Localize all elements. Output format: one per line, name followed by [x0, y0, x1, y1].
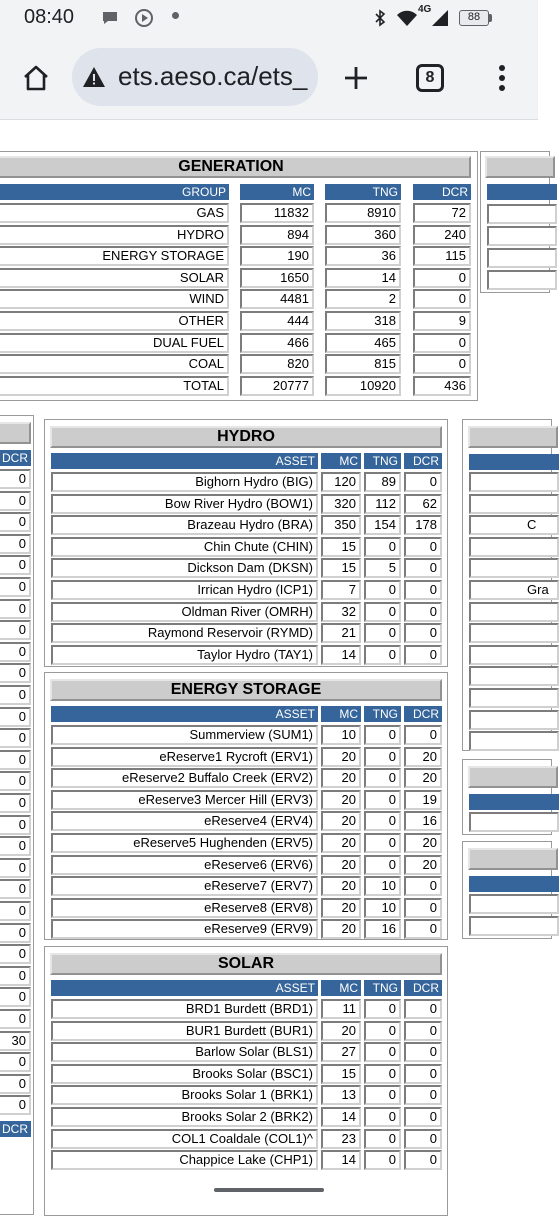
generation-value-cell: 10920: [325, 376, 401, 396]
hydro-value-cell: 32: [321, 602, 361, 622]
energy-storage-value-cell: 20: [321, 811, 361, 831]
hydro-value-cell: 120: [321, 472, 361, 492]
left-partial-footer-header: DCR: [0, 1121, 31, 1137]
right-partial-cell: [469, 710, 559, 730]
generation-asset-cell: TOTAL: [0, 376, 229, 396]
energy-storage-header-tng: TNG: [364, 706, 401, 722]
hydro-value-cell: 0: [364, 645, 401, 665]
energy-storage-value-cell: 0: [364, 855, 401, 875]
hydro-value-cell: 14: [321, 645, 361, 665]
right-partial-cell: [487, 248, 557, 268]
generation-value-cell: 2: [325, 289, 401, 309]
energy-storage-asset-cell: eReserve2 Buffalo Creek (ERV2): [51, 768, 318, 788]
solar-value-cell: 0: [404, 999, 442, 1019]
generation-value-cell: 1650: [240, 268, 314, 288]
notification-dot-icon: [172, 12, 179, 19]
hydro-asset-cell: Taylor Hydro (TAY1): [51, 645, 318, 665]
generation-value-cell: 0: [413, 354, 471, 374]
solar-value-cell: 0: [364, 1150, 401, 1170]
right-partial-header: [469, 794, 559, 810]
left-partial-cell: 0: [0, 771, 31, 791]
left-partial-cell: 0: [0, 728, 31, 748]
right-partial-cell: [469, 688, 559, 708]
right-partial-header: [469, 876, 559, 892]
hydro-value-cell: 154: [364, 515, 401, 535]
solar-asset-cell: COL1 Coaldale (COL1)^: [51, 1129, 318, 1149]
hydro-asset-cell: Brazeau Hydro (BRA): [51, 515, 318, 535]
status-time: 08:40: [24, 6, 75, 28]
battery-tip: [489, 14, 492, 22]
left-partial-header: DCR: [0, 450, 31, 466]
right-partial-cell: [487, 226, 557, 246]
hydro-asset-cell: Irrican Hydro (ICP1): [51, 580, 318, 600]
generation-value-cell: 444: [240, 311, 314, 331]
hydro-value-cell: 0: [404, 580, 442, 600]
generation-value-cell: 8910: [325, 203, 401, 223]
energy-storage-value-cell: 20: [321, 768, 361, 788]
right-partial-cell: [469, 894, 559, 914]
hydro-asset-cell: Chin Chute (CHIN): [51, 537, 318, 557]
hydro-header-dcr: DCR: [404, 453, 442, 469]
hydro-value-cell: 178: [404, 515, 442, 535]
energy-storage-asset-cell: eReserve9 (ERV9): [51, 919, 318, 939]
left-partial-cell: 0: [0, 987, 31, 1007]
left-partial-cell: 30: [0, 1031, 31, 1051]
battery-icon: 88: [459, 10, 489, 26]
right-partial-cell: [487, 204, 557, 224]
tab-switcher-button[interactable]: [408, 58, 452, 98]
generation-asset-cell: OTHER: [0, 311, 229, 331]
generation-asset-cell: COAL: [0, 354, 229, 374]
generation-asset-cell: ENERGY STORAGE: [0, 246, 229, 266]
energy-storage-value-cell: 20: [321, 898, 361, 918]
right-partial-header: [487, 184, 557, 200]
right-partial-panel-mid: [462, 419, 552, 751]
right-partial-cell: [469, 602, 559, 622]
energy-storage-value-cell: 0: [364, 747, 401, 767]
energy-storage-value-cell: 10: [321, 725, 361, 745]
left-partial-cell: 0: [0, 1074, 31, 1094]
generation-value-cell: 466: [240, 333, 314, 353]
energy-storage-asset-cell: eReserve6 (ERV6): [51, 855, 318, 875]
energy-storage-value-cell: 0: [364, 725, 401, 745]
plus-icon: [342, 64, 370, 92]
hydro-value-cell: 0: [404, 602, 442, 622]
left-partial-cell: 0: [0, 577, 31, 597]
bluetooth-icon: [370, 8, 390, 28]
left-partial-cell: 0: [0, 901, 31, 921]
right-partial-panel-3: [462, 841, 552, 939]
left-partial-cell: 0: [0, 815, 31, 835]
energy-storage-asset-cell: eReserve1 Rycroft (ERV1): [51, 747, 318, 767]
energy-storage-value-cell: 0: [364, 768, 401, 788]
wifi-icon: [396, 8, 416, 28]
generation-value-cell: 0: [413, 268, 471, 288]
right-partial-cell: [469, 645, 559, 665]
energy-storage-value-cell: 20: [321, 747, 361, 767]
solar-value-cell: 11: [321, 999, 361, 1019]
energy-storage-header-dcr: DCR: [404, 706, 442, 722]
energy-storage-asset-cell: Summerview (SUM1): [51, 725, 318, 745]
solar-value-cell: 15: [321, 1064, 361, 1084]
generation-title: GENERATION: [0, 156, 471, 178]
right-partial-title: [468, 766, 558, 788]
energy-storage-value-cell: 20: [321, 919, 361, 939]
right-partial-cell: [469, 537, 559, 557]
energy-storage-value-cell: 0: [404, 919, 442, 939]
not-secure-warning-icon[interactable]: [82, 65, 106, 89]
energy-storage-value-cell: 10: [364, 876, 401, 896]
right-partial-cell: [469, 666, 559, 686]
left-partial-cell: 0: [0, 469, 31, 489]
generation-value-cell: 436: [413, 376, 471, 396]
more-vert-icon: [498, 64, 506, 92]
generation-value-cell: 11832: [240, 203, 314, 223]
solar-value-cell: 0: [404, 1064, 442, 1084]
hydro-value-cell: 0: [364, 537, 401, 557]
generation-value-cell: 9: [413, 311, 471, 331]
right-partial-cell: [469, 812, 559, 832]
solar-value-cell: 0: [404, 1021, 442, 1041]
generation-value-cell: 318: [325, 311, 401, 331]
hydro-value-cell: 0: [404, 537, 442, 557]
generation-value-cell: 465: [325, 333, 401, 353]
signal-icon: [430, 8, 450, 28]
right-partial-panel-2: [462, 759, 552, 835]
solar-value-cell: 14: [321, 1150, 361, 1170]
left-partial-cell: 0: [0, 663, 31, 683]
energy-storage-value-cell: 20: [404, 833, 442, 853]
solar-header-tng: TNG: [364, 980, 401, 996]
left-partial-cell: 0: [0, 555, 31, 575]
left-partial-cell: 0: [0, 512, 31, 532]
right-partial-cell: [469, 623, 559, 643]
energy-storage-header-asset: ASSET: [51, 706, 318, 722]
hydro-asset-cell: Bighorn Hydro (BIG): [51, 472, 318, 492]
energy-storage-value-cell: 20: [321, 855, 361, 875]
left-partial-cell: 0: [0, 1052, 31, 1072]
energy-storage-asset-cell: eReserve3 Mercer Hill (ERV3): [51, 790, 318, 810]
generation-value-cell: 894: [240, 225, 314, 245]
energy-storage-asset-cell: eReserve8 (ERV8): [51, 898, 318, 918]
energy-storage-value-cell: 0: [404, 898, 442, 918]
energy-storage-value-cell: 0: [364, 811, 401, 831]
generation-value-cell: 190: [240, 246, 314, 266]
solar-value-cell: 0: [364, 1129, 401, 1149]
left-partial-cell: 0: [0, 491, 31, 511]
solar-value-cell: 0: [364, 1085, 401, 1105]
left-partial-cell: 0: [0, 620, 31, 640]
gesture-navigation-bar[interactable]: [214, 1188, 324, 1192]
generation-asset-cell: WIND: [0, 289, 229, 309]
generation-value-cell: 4481: [240, 289, 314, 309]
right-partial-title: [485, 156, 555, 178]
solar-asset-cell: Brooks Solar (BSC1): [51, 1064, 318, 1084]
hydro-value-cell: 62: [404, 494, 442, 514]
energy-storage-panel: [44, 672, 448, 940]
solar-value-cell: 0: [364, 1107, 401, 1127]
chat-bubble-icon: [100, 8, 120, 28]
hydro-value-cell: 0: [404, 645, 442, 665]
right-partial-cell: [469, 731, 559, 751]
hydro-value-cell: 0: [364, 580, 401, 600]
hydro-asset-cell: Dickson Dam (DKSN): [51, 558, 318, 578]
home-icon: [21, 63, 51, 93]
energy-storage-value-cell: 16: [404, 811, 442, 831]
solar-value-cell: 23: [321, 1129, 361, 1149]
solar-value-cell: 20: [321, 1021, 361, 1041]
generation-value-cell: 14: [325, 268, 401, 288]
generation-panel: [0, 151, 478, 401]
hydro-value-cell: 320: [321, 494, 361, 514]
left-partial-cell: 0: [0, 944, 31, 964]
generation-header-group: GROUP: [0, 184, 229, 200]
left-partial-cell: 0: [0, 1009, 31, 1029]
solar-title: SOLAR: [50, 953, 442, 975]
right-partial-title: [468, 426, 558, 448]
solar-asset-cell: Brooks Solar 2 (BRK2): [51, 1107, 318, 1127]
page-content[interactable]: [0, 121, 549, 1200]
generation-asset-cell: GAS: [0, 203, 229, 223]
energy-storage-value-cell: 19: [404, 790, 442, 810]
solar-value-cell: 27: [321, 1042, 361, 1062]
hydro-asset-cell: Raymond Reservoir (RYMD): [51, 623, 318, 643]
right-partial-title: [468, 848, 558, 870]
energy-storage-value-cell: 20: [321, 833, 361, 853]
left-partial-title: [0, 422, 31, 444]
energy-storage-value-cell: 20: [404, 747, 442, 767]
left-partial-cell: 0: [0, 534, 31, 554]
right-partial-cell: Gra: [469, 580, 559, 600]
generation-header-dcr: DCR: [413, 184, 471, 200]
energy-storage-asset-cell: eReserve5 Hughenden (ERV5): [51, 833, 318, 853]
left-partial-cell: 0: [0, 923, 31, 943]
left-partial-cell: 0: [0, 966, 31, 986]
generation-value-cell: 240: [413, 225, 471, 245]
play-circle-icon: [134, 8, 154, 28]
energy-storage-value-cell: 0: [364, 833, 401, 853]
left-partial-cell: 0: [0, 750, 31, 770]
right-partial-cell: [487, 270, 557, 290]
solar-value-cell: 0: [364, 1021, 401, 1041]
generation-value-cell: 0: [413, 333, 471, 353]
hydro-header-asset: ASSET: [51, 453, 318, 469]
hydro-value-cell: 0: [364, 623, 401, 643]
left-partial-cell: 0: [0, 793, 31, 813]
hydro-value-cell: 350: [321, 515, 361, 535]
generation-asset-cell: HYDRO: [0, 225, 229, 245]
solar-header-dcr: DCR: [404, 980, 442, 996]
left-partial-cell: 0: [0, 707, 31, 727]
solar-value-cell: 0: [404, 1129, 442, 1149]
hydro-asset-cell: Oldman River (OMRH): [51, 602, 318, 622]
hydro-value-cell: 15: [321, 558, 361, 578]
home-button[interactable]: [14, 58, 58, 98]
hydro-value-cell: 0: [364, 602, 401, 622]
tabs-icon: 8: [416, 64, 444, 92]
address-bar[interactable]: [72, 48, 318, 106]
solar-value-cell: 14: [321, 1107, 361, 1127]
energy-storage-value-cell: 0: [364, 790, 401, 810]
solar-value-cell: 0: [364, 1042, 401, 1062]
generation-value-cell: 815: [325, 354, 401, 374]
left-partial-cell: 0: [0, 836, 31, 856]
energy-storage-title: ENERGY STORAGE: [50, 679, 442, 701]
generation-value-cell: 0: [413, 289, 471, 309]
hydro-value-cell: 21: [321, 623, 361, 643]
generation-header-tng: TNG: [325, 184, 401, 200]
solar-asset-cell: Brooks Solar 1 (BRK1): [51, 1085, 318, 1105]
generation-value-cell: 115: [413, 246, 471, 266]
left-partial-cell: 0: [0, 858, 31, 878]
generation-value-cell: 72: [413, 203, 471, 223]
left-partial-panel: [0, 415, 34, 1215]
right-partial-cell: [469, 494, 559, 514]
left-partial-cell: 0: [0, 685, 31, 705]
network-type-label: 4G: [418, 4, 432, 15]
generation-header-mc: MC: [240, 184, 314, 200]
right-partial-header: [469, 454, 559, 470]
hydro-asset-cell: Bow River Hydro (BOW1): [51, 494, 318, 514]
hydro-value-cell: 112: [364, 494, 401, 514]
hydro-value-cell: 15: [321, 537, 361, 557]
energy-storage-value-cell: 20: [321, 876, 361, 896]
more-menu-button[interactable]: [480, 58, 524, 98]
hydro-value-cell: 0: [404, 472, 442, 492]
energy-storage-value-cell: 16: [364, 919, 401, 939]
browser-toolbar: [0, 36, 538, 120]
energy-storage-value-cell: 0: [404, 725, 442, 745]
hydro-value-cell: 89: [364, 472, 401, 492]
solar-asset-cell: Barlow Solar (BLS1): [51, 1042, 318, 1062]
url-text[interactable]: ets.aeso.ca/ets_: [118, 61, 308, 91]
hydro-value-cell: 0: [404, 623, 442, 643]
hydro-panel: [44, 419, 448, 667]
generation-value-cell: 36: [325, 246, 401, 266]
left-partial-cell: 0: [0, 1095, 31, 1115]
status-bar: [0, 0, 538, 36]
solar-value-cell: 0: [404, 1150, 442, 1170]
solar-header-asset: ASSET: [51, 980, 318, 996]
energy-storage-value-cell: 20: [404, 768, 442, 788]
energy-storage-value-cell: 20: [321, 790, 361, 810]
generation-value-cell: 360: [325, 225, 401, 245]
energy-storage-header-mc: MC: [321, 706, 361, 722]
hydro-title: HYDRO: [50, 426, 442, 448]
left-partial-cell: 0: [0, 599, 31, 619]
energy-storage-value-cell: 20: [404, 855, 442, 875]
solar-asset-cell: Chappice Lake (CHP1): [51, 1150, 318, 1170]
energy-storage-asset-cell: eReserve7 (ERV7): [51, 876, 318, 896]
solar-panel: [44, 946, 448, 1216]
right-partial-cell: [469, 558, 559, 578]
hydro-header-mc: MC: [321, 453, 361, 469]
new-tab-button[interactable]: [334, 56, 378, 100]
hydro-value-cell: 7: [321, 580, 361, 600]
energy-storage-asset-cell: eReserve4 (ERV4): [51, 811, 318, 831]
generation-asset-cell: DUAL FUEL: [0, 333, 229, 353]
hydro-value-cell: 0: [404, 558, 442, 578]
right-partial-cell: C: [469, 515, 559, 535]
generation-value-cell: 820: [240, 354, 314, 374]
right-partial-cell: [469, 916, 559, 936]
right-partial-cell: [469, 472, 559, 492]
solar-header-mc: MC: [321, 980, 361, 996]
energy-storage-value-cell: 0: [404, 876, 442, 896]
right-partial-panel-top: [480, 151, 550, 293]
solar-value-cell: 0: [404, 1107, 442, 1127]
left-partial-cell: 0: [0, 642, 31, 662]
solar-value-cell: 0: [404, 1042, 442, 1062]
solar-value-cell: 0: [404, 1085, 442, 1105]
solar-value-cell: 0: [364, 999, 401, 1019]
hydro-value-cell: 5: [364, 558, 401, 578]
solar-value-cell: 13: [321, 1085, 361, 1105]
solar-asset-cell: BUR1 Burdett (BUR1): [51, 1021, 318, 1041]
generation-asset-cell: SOLAR: [0, 268, 229, 288]
solar-asset-cell: BRD1 Burdett (BRD1): [51, 999, 318, 1019]
solar-value-cell: 0: [364, 1064, 401, 1084]
energy-storage-value-cell: 10: [364, 898, 401, 918]
left-partial-cell: 0: [0, 879, 31, 899]
generation-value-cell: 20777: [240, 376, 314, 396]
hydro-header-tng: TNG: [364, 453, 401, 469]
